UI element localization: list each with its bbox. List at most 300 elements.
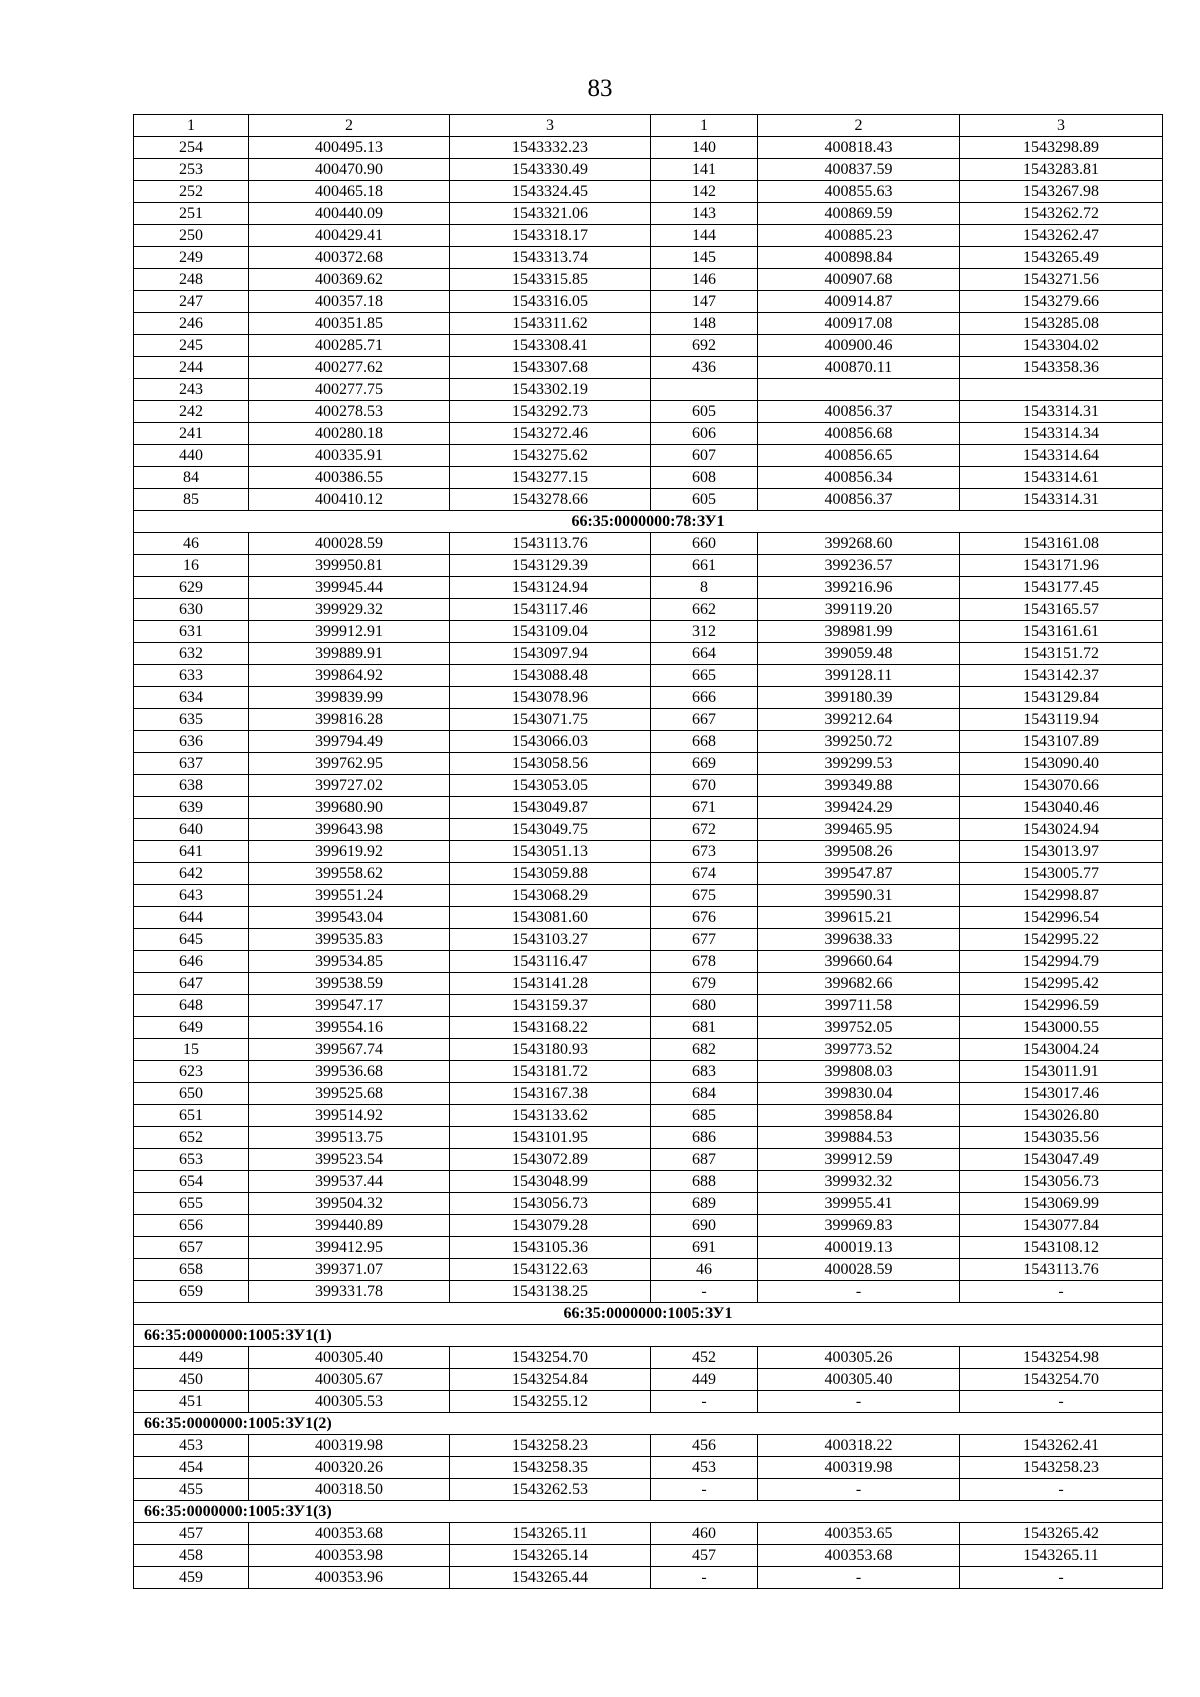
section-subtitle-row xyxy=(134,1501,1163,1523)
table-row xyxy=(134,1347,1163,1369)
table-cell: 1543071.75 xyxy=(450,709,651,731)
table-row xyxy=(134,951,1163,973)
table-cell: 1543081.60 xyxy=(450,907,651,929)
table-cell: 399440.89 xyxy=(249,1215,450,1237)
table-cell: 146 xyxy=(651,269,758,291)
table-cell: - xyxy=(651,1567,758,1589)
table-cell: 399912.91 xyxy=(249,621,450,643)
table-cell: 400305.40 xyxy=(249,1347,450,1369)
table-cell: 1543105.36 xyxy=(450,1237,651,1259)
table-body xyxy=(134,137,1163,1589)
table-cell: 1543265.11 xyxy=(450,1523,651,1545)
table-cell: 400386.55 xyxy=(249,467,450,489)
table-cell: 1543078.96 xyxy=(450,687,651,709)
table-cell: 399727.02 xyxy=(249,775,450,797)
table-cell: 245 xyxy=(134,335,249,357)
table-row xyxy=(134,335,1163,357)
table-cell: 1543138.25 xyxy=(450,1281,651,1303)
table-cell: 669 xyxy=(651,753,758,775)
table-row xyxy=(134,423,1163,445)
table-cell: 1543068.29 xyxy=(450,885,651,907)
table-cell: 399950.81 xyxy=(249,555,450,577)
table-cell: 659 xyxy=(134,1281,249,1303)
table-cell: 400320.26 xyxy=(249,1457,450,1479)
table-cell: 399590.31 xyxy=(758,885,960,907)
table-cell: 400917.08 xyxy=(758,313,960,335)
table-cell: 1543101.95 xyxy=(450,1127,651,1149)
table-cell: 16 xyxy=(134,555,249,577)
table-cell: 608 xyxy=(651,467,758,489)
table-cell: 1543258.23 xyxy=(450,1435,651,1457)
table-cell: 1543119.94 xyxy=(960,709,1163,731)
table-cell: 1543302.19 xyxy=(450,379,651,401)
table-cell: 1543272.46 xyxy=(450,423,651,445)
table-cell: 399830.04 xyxy=(758,1083,960,1105)
table-cell: 605 xyxy=(651,489,758,511)
section-subtitle: 66:35:0000000:1005:ЗУ1(3) xyxy=(134,1501,1163,1523)
table-cell: 400305.53 xyxy=(249,1391,450,1413)
table-row xyxy=(134,929,1163,951)
table-cell: 248 xyxy=(134,269,249,291)
table-cell: 458 xyxy=(134,1545,249,1567)
table-cell: 249 xyxy=(134,247,249,269)
table-cell: 46 xyxy=(651,1259,758,1281)
table-cell: 1543088.48 xyxy=(450,665,651,687)
table-cell: 632 xyxy=(134,643,249,665)
table-row xyxy=(134,1039,1163,1061)
table-cell: 1543330.49 xyxy=(450,159,651,181)
table-row xyxy=(134,1545,1163,1567)
table-cell: 660 xyxy=(651,533,758,555)
table-cell: 630 xyxy=(134,599,249,621)
column-header: 3 xyxy=(450,115,651,137)
table-row xyxy=(134,357,1163,379)
table-cell: 243 xyxy=(134,379,249,401)
table-row xyxy=(134,643,1163,665)
table-cell: 399912.59 xyxy=(758,1149,960,1171)
table-row xyxy=(134,995,1163,1017)
table-cell: 636 xyxy=(134,731,249,753)
table-cell: 1543314.34 xyxy=(960,423,1163,445)
table-cell: 655 xyxy=(134,1193,249,1215)
table-cell: 1543311.62 xyxy=(450,313,651,335)
table-cell: 623 xyxy=(134,1061,249,1083)
table-cell: 639 xyxy=(134,797,249,819)
table-row xyxy=(134,973,1163,995)
table-row xyxy=(134,1127,1163,1149)
table-cell: 400335.91 xyxy=(249,445,450,467)
table-cell: 1543265.44 xyxy=(450,1567,651,1589)
table-cell: 1543292.73 xyxy=(450,401,651,423)
table-row xyxy=(134,1237,1163,1259)
table-cell: 399536.68 xyxy=(249,1061,450,1083)
table-cell: 241 xyxy=(134,423,249,445)
table-cell: 400869.59 xyxy=(758,203,960,225)
table-cell: 1543124.94 xyxy=(450,577,651,599)
table-cell: 1543314.64 xyxy=(960,445,1163,467)
table-cell: 400856.65 xyxy=(758,445,960,467)
table-cell: 1543058.56 xyxy=(450,753,651,775)
table-cell: 400305.67 xyxy=(249,1369,450,1391)
table-cell: 400028.59 xyxy=(758,1259,960,1281)
table-cell: 400856.34 xyxy=(758,467,960,489)
table-cell: 1543017.46 xyxy=(960,1083,1163,1105)
table-cell: 607 xyxy=(651,445,758,467)
table-cell: 140 xyxy=(651,137,758,159)
table-cell: 400278.53 xyxy=(249,401,450,423)
table-cell: 1543314.61 xyxy=(960,467,1163,489)
coordinates-table xyxy=(133,114,1163,1589)
table-cell: 1543056.73 xyxy=(450,1193,651,1215)
table-cell: 400277.75 xyxy=(249,379,450,401)
table-cell: 399180.39 xyxy=(758,687,960,709)
table-row xyxy=(134,379,1163,401)
table-row xyxy=(134,401,1163,423)
table-row xyxy=(134,1061,1163,1083)
table-cell: - xyxy=(758,1479,960,1501)
table-row xyxy=(134,1567,1163,1589)
table-cell: 399508.26 xyxy=(758,841,960,863)
table-cell: 400907.68 xyxy=(758,269,960,291)
table-cell: 656 xyxy=(134,1215,249,1237)
table-cell: 1543165.57 xyxy=(960,599,1163,621)
table-cell: 672 xyxy=(651,819,758,841)
table-cell: 312 xyxy=(651,621,758,643)
table-cell: 664 xyxy=(651,643,758,665)
table-cell: 399212.64 xyxy=(758,709,960,731)
table-cell: 1543000.55 xyxy=(960,1017,1163,1039)
table-cell: - xyxy=(651,1391,758,1413)
table-cell: 657 xyxy=(134,1237,249,1259)
table-cell: 400280.18 xyxy=(249,423,450,445)
table-cell: 8 xyxy=(651,577,758,599)
table-row xyxy=(134,687,1163,709)
table-cell: 642 xyxy=(134,863,249,885)
table-cell: 1543332.23 xyxy=(450,137,651,159)
table-cell: 400285.71 xyxy=(249,335,450,357)
table-cell: 399534.85 xyxy=(249,951,450,973)
table-cell: 242 xyxy=(134,401,249,423)
table-cell: 629 xyxy=(134,577,249,599)
table-cell: 1543255.12 xyxy=(450,1391,651,1413)
table-cell: 1543122.63 xyxy=(450,1259,651,1281)
table-cell: 399331.78 xyxy=(249,1281,450,1303)
table-cell: 400856.37 xyxy=(758,489,960,511)
table-cell: 399349.88 xyxy=(758,775,960,797)
table-cell: 646 xyxy=(134,951,249,973)
table-cell: 647 xyxy=(134,973,249,995)
table-cell: 457 xyxy=(651,1545,758,1567)
table-cell: 692 xyxy=(651,335,758,357)
table-cell: 645 xyxy=(134,929,249,951)
table-row xyxy=(134,1105,1163,1127)
table-cell: 400837.59 xyxy=(758,159,960,181)
table-cell: 1543318.17 xyxy=(450,225,651,247)
table-cell: 651 xyxy=(134,1105,249,1127)
table-row xyxy=(134,797,1163,819)
table-row xyxy=(134,1369,1163,1391)
table-row xyxy=(134,1149,1163,1171)
table-cell: 681 xyxy=(651,1017,758,1039)
section-subtitle: 66:35:0000000:1005:ЗУ1(1) xyxy=(134,1325,1163,1347)
table-cell: 399523.54 xyxy=(249,1149,450,1171)
table-cell: 1543097.94 xyxy=(450,643,651,665)
table-cell: 84 xyxy=(134,467,249,489)
table-cell: 644 xyxy=(134,907,249,929)
table-cell: 1543321.06 xyxy=(450,203,651,225)
table-cell: 399615.21 xyxy=(758,907,960,929)
table-cell: 399638.33 xyxy=(758,929,960,951)
table-row xyxy=(134,225,1163,247)
table-cell: 1543011.91 xyxy=(960,1061,1163,1083)
table-cell: 399889.91 xyxy=(249,643,450,665)
table-cell: 683 xyxy=(651,1061,758,1083)
table-cell: 400885.23 xyxy=(758,225,960,247)
section-title-row xyxy=(134,511,1163,533)
table-cell: 1543314.31 xyxy=(960,489,1163,511)
table-cell: 399554.16 xyxy=(249,1017,450,1039)
table-cell: 400465.18 xyxy=(249,181,450,203)
table-cell: - xyxy=(651,1281,758,1303)
table-cell: 1543258.35 xyxy=(450,1457,651,1479)
table-cell: 1543116.47 xyxy=(450,951,651,973)
table-cell: 1543180.93 xyxy=(450,1039,651,1061)
table-cell: 670 xyxy=(651,775,758,797)
table-cell: 1543113.76 xyxy=(450,533,651,555)
table-cell: 399371.07 xyxy=(249,1259,450,1281)
table-cell: 1543161.61 xyxy=(960,621,1163,643)
table-cell: 400470.90 xyxy=(249,159,450,181)
table-cell: 15 xyxy=(134,1039,249,1061)
table-cell: 1543113.76 xyxy=(960,1259,1163,1281)
table-row xyxy=(134,1457,1163,1479)
table-cell: 676 xyxy=(651,907,758,929)
table-cell: 633 xyxy=(134,665,249,687)
table-cell: 141 xyxy=(651,159,758,181)
table-cell: 399537.44 xyxy=(249,1171,450,1193)
table-cell: - xyxy=(960,1479,1163,1501)
table-row xyxy=(134,1083,1163,1105)
table-cell: 399567.74 xyxy=(249,1039,450,1061)
table-row xyxy=(134,181,1163,203)
table-cell: 1543024.94 xyxy=(960,819,1163,841)
table-cell: 691 xyxy=(651,1237,758,1259)
table-cell: 1543035.56 xyxy=(960,1127,1163,1149)
table-cell: 400353.68 xyxy=(758,1545,960,1567)
table-cell: 1543181.72 xyxy=(450,1061,651,1083)
table-cell: 399538.59 xyxy=(249,973,450,995)
table-cell: 685 xyxy=(651,1105,758,1127)
table-cell: 399250.72 xyxy=(758,731,960,753)
table-cell: 399268.60 xyxy=(758,533,960,555)
table-cell: 400319.98 xyxy=(249,1435,450,1457)
table-cell: 634 xyxy=(134,687,249,709)
table-row xyxy=(134,159,1163,181)
table-cell: 253 xyxy=(134,159,249,181)
table-cell: 1543077.84 xyxy=(960,1215,1163,1237)
table-cell: 455 xyxy=(134,1479,249,1501)
table-cell: 1543278.66 xyxy=(450,489,651,511)
section-title: 66:35:0000000:1005:ЗУ1 xyxy=(134,1303,1163,1325)
table-cell: - xyxy=(758,1391,960,1413)
table-cell: 400318.22 xyxy=(758,1435,960,1457)
table-cell: 399816.28 xyxy=(249,709,450,731)
table-cell: 399711.58 xyxy=(758,995,960,1017)
table-cell: 675 xyxy=(651,885,758,907)
table-row xyxy=(134,203,1163,225)
table-cell: 1543271.56 xyxy=(960,269,1163,291)
column-header: 2 xyxy=(249,115,450,137)
table-cell: 400277.62 xyxy=(249,357,450,379)
table-cell: 1543279.66 xyxy=(960,291,1163,313)
table-cell: 85 xyxy=(134,489,249,511)
table-cell: 684 xyxy=(651,1083,758,1105)
table-row xyxy=(134,599,1163,621)
table-cell: 144 xyxy=(651,225,758,247)
table-cell: 1543258.23 xyxy=(960,1457,1163,1479)
table-cell: 1543262.47 xyxy=(960,225,1163,247)
table-cell: 399119.20 xyxy=(758,599,960,621)
table-row xyxy=(134,577,1163,599)
table-cell: 1543262.53 xyxy=(450,1479,651,1501)
table-cell: 1543129.39 xyxy=(450,555,651,577)
table-cell: 1543129.84 xyxy=(960,687,1163,709)
table-cell: 1543051.13 xyxy=(450,841,651,863)
table-cell: 399128.11 xyxy=(758,665,960,687)
table-cell: 687 xyxy=(651,1149,758,1171)
table-cell xyxy=(758,379,960,401)
table-cell: 1543108.12 xyxy=(960,1237,1163,1259)
table-cell: 251 xyxy=(134,203,249,225)
table-cell: 400870.11 xyxy=(758,357,960,379)
table-cell: 1543315.85 xyxy=(450,269,651,291)
table-cell: 400353.96 xyxy=(249,1567,450,1589)
table-cell: 635 xyxy=(134,709,249,731)
table-row xyxy=(134,467,1163,489)
table-row xyxy=(134,1193,1163,1215)
table-cell: 1543304.02 xyxy=(960,335,1163,357)
table-cell: 399858.84 xyxy=(758,1105,960,1127)
table-cell: 1543005.77 xyxy=(960,863,1163,885)
table-cell: 1543275.62 xyxy=(450,445,651,467)
table-cell: 399660.64 xyxy=(758,951,960,973)
table-cell: 142 xyxy=(651,181,758,203)
table-row xyxy=(134,885,1163,907)
table-cell: 680 xyxy=(651,995,758,1017)
table-cell: 1542995.22 xyxy=(960,929,1163,951)
table-cell: 1543056.73 xyxy=(960,1171,1163,1193)
table-cell: 148 xyxy=(651,313,758,335)
column-header: 3 xyxy=(960,115,1163,137)
table-cell: 1543059.88 xyxy=(450,863,651,885)
table-cell: 247 xyxy=(134,291,249,313)
table-cell: 400351.85 xyxy=(249,313,450,335)
table-cell: 677 xyxy=(651,929,758,951)
table-cell: 648 xyxy=(134,995,249,1017)
table-cell: 460 xyxy=(651,1523,758,1545)
table-cell: 1543069.99 xyxy=(960,1193,1163,1215)
table-cell: 453 xyxy=(134,1435,249,1457)
table-cell: - xyxy=(960,1281,1163,1303)
section-subtitle-row xyxy=(134,1413,1163,1435)
table-cell: 400019.13 xyxy=(758,1237,960,1259)
table-cell: 1543004.24 xyxy=(960,1039,1163,1061)
table-row xyxy=(134,621,1163,643)
table-row xyxy=(134,753,1163,775)
table-cell: 250 xyxy=(134,225,249,247)
table-cell: 399619.92 xyxy=(249,841,450,863)
table-cell: 440 xyxy=(134,445,249,467)
table-cell: 399412.95 xyxy=(249,1237,450,1259)
table-cell: 145 xyxy=(651,247,758,269)
table-cell: 456 xyxy=(651,1435,758,1457)
table-cell: 400353.68 xyxy=(249,1523,450,1545)
table-cell: 1543298.89 xyxy=(960,137,1163,159)
table-cell: 457 xyxy=(134,1523,249,1545)
table-cell: 147 xyxy=(651,291,758,313)
table-row xyxy=(134,1435,1163,1457)
table-cell xyxy=(651,379,758,401)
table-cell: 1543040.46 xyxy=(960,797,1163,819)
column-header: 1 xyxy=(651,115,758,137)
table-cell: 673 xyxy=(651,841,758,863)
table-cell: 688 xyxy=(651,1171,758,1193)
column-header: 2 xyxy=(758,115,960,137)
table-cell: 399513.75 xyxy=(249,1127,450,1149)
table-cell: 399424.29 xyxy=(758,797,960,819)
table-cell: - xyxy=(758,1281,960,1303)
table-cell: 400353.98 xyxy=(249,1545,450,1567)
table-cell: 400856.37 xyxy=(758,401,960,423)
table-cell: 454 xyxy=(134,1457,249,1479)
section-subtitle-row xyxy=(134,1325,1163,1347)
table-cell: 400028.59 xyxy=(249,533,450,555)
table-cell: 1542998.87 xyxy=(960,885,1163,907)
table-cell: 1543133.62 xyxy=(450,1105,651,1127)
table-cell: 652 xyxy=(134,1127,249,1149)
table-cell: 459 xyxy=(134,1567,249,1589)
table-cell xyxy=(960,379,1163,401)
table-row xyxy=(134,1017,1163,1039)
table-row xyxy=(134,445,1163,467)
table-cell: 679 xyxy=(651,973,758,995)
table-cell: 399794.49 xyxy=(249,731,450,753)
table-cell: 1543313.74 xyxy=(450,247,651,269)
table-cell: 399808.03 xyxy=(758,1061,960,1083)
table-row xyxy=(134,907,1163,929)
table-cell: 400855.63 xyxy=(758,181,960,203)
table-row xyxy=(134,709,1163,731)
table-cell: 1543047.49 xyxy=(960,1149,1163,1171)
table-cell: 399465.95 xyxy=(758,819,960,841)
table-cell: 46 xyxy=(134,533,249,555)
table-cell: 449 xyxy=(134,1347,249,1369)
table-cell: 1543277.15 xyxy=(450,467,651,489)
table-cell: 1543049.87 xyxy=(450,797,651,819)
table-cell: 1543013.97 xyxy=(960,841,1163,863)
table-cell: 400856.68 xyxy=(758,423,960,445)
table-cell: 450 xyxy=(134,1369,249,1391)
table-cell: 399864.92 xyxy=(249,665,450,687)
table-cell: 399762.95 xyxy=(249,753,450,775)
table-cell: 674 xyxy=(651,863,758,885)
table-cell: 1543070.66 xyxy=(960,775,1163,797)
table-cell: 400898.84 xyxy=(758,247,960,269)
table-cell: 1543048.99 xyxy=(450,1171,651,1193)
table-cell: 1543167.38 xyxy=(450,1083,651,1105)
table-cell: 399969.83 xyxy=(758,1215,960,1237)
table-cell: 399059.48 xyxy=(758,643,960,665)
